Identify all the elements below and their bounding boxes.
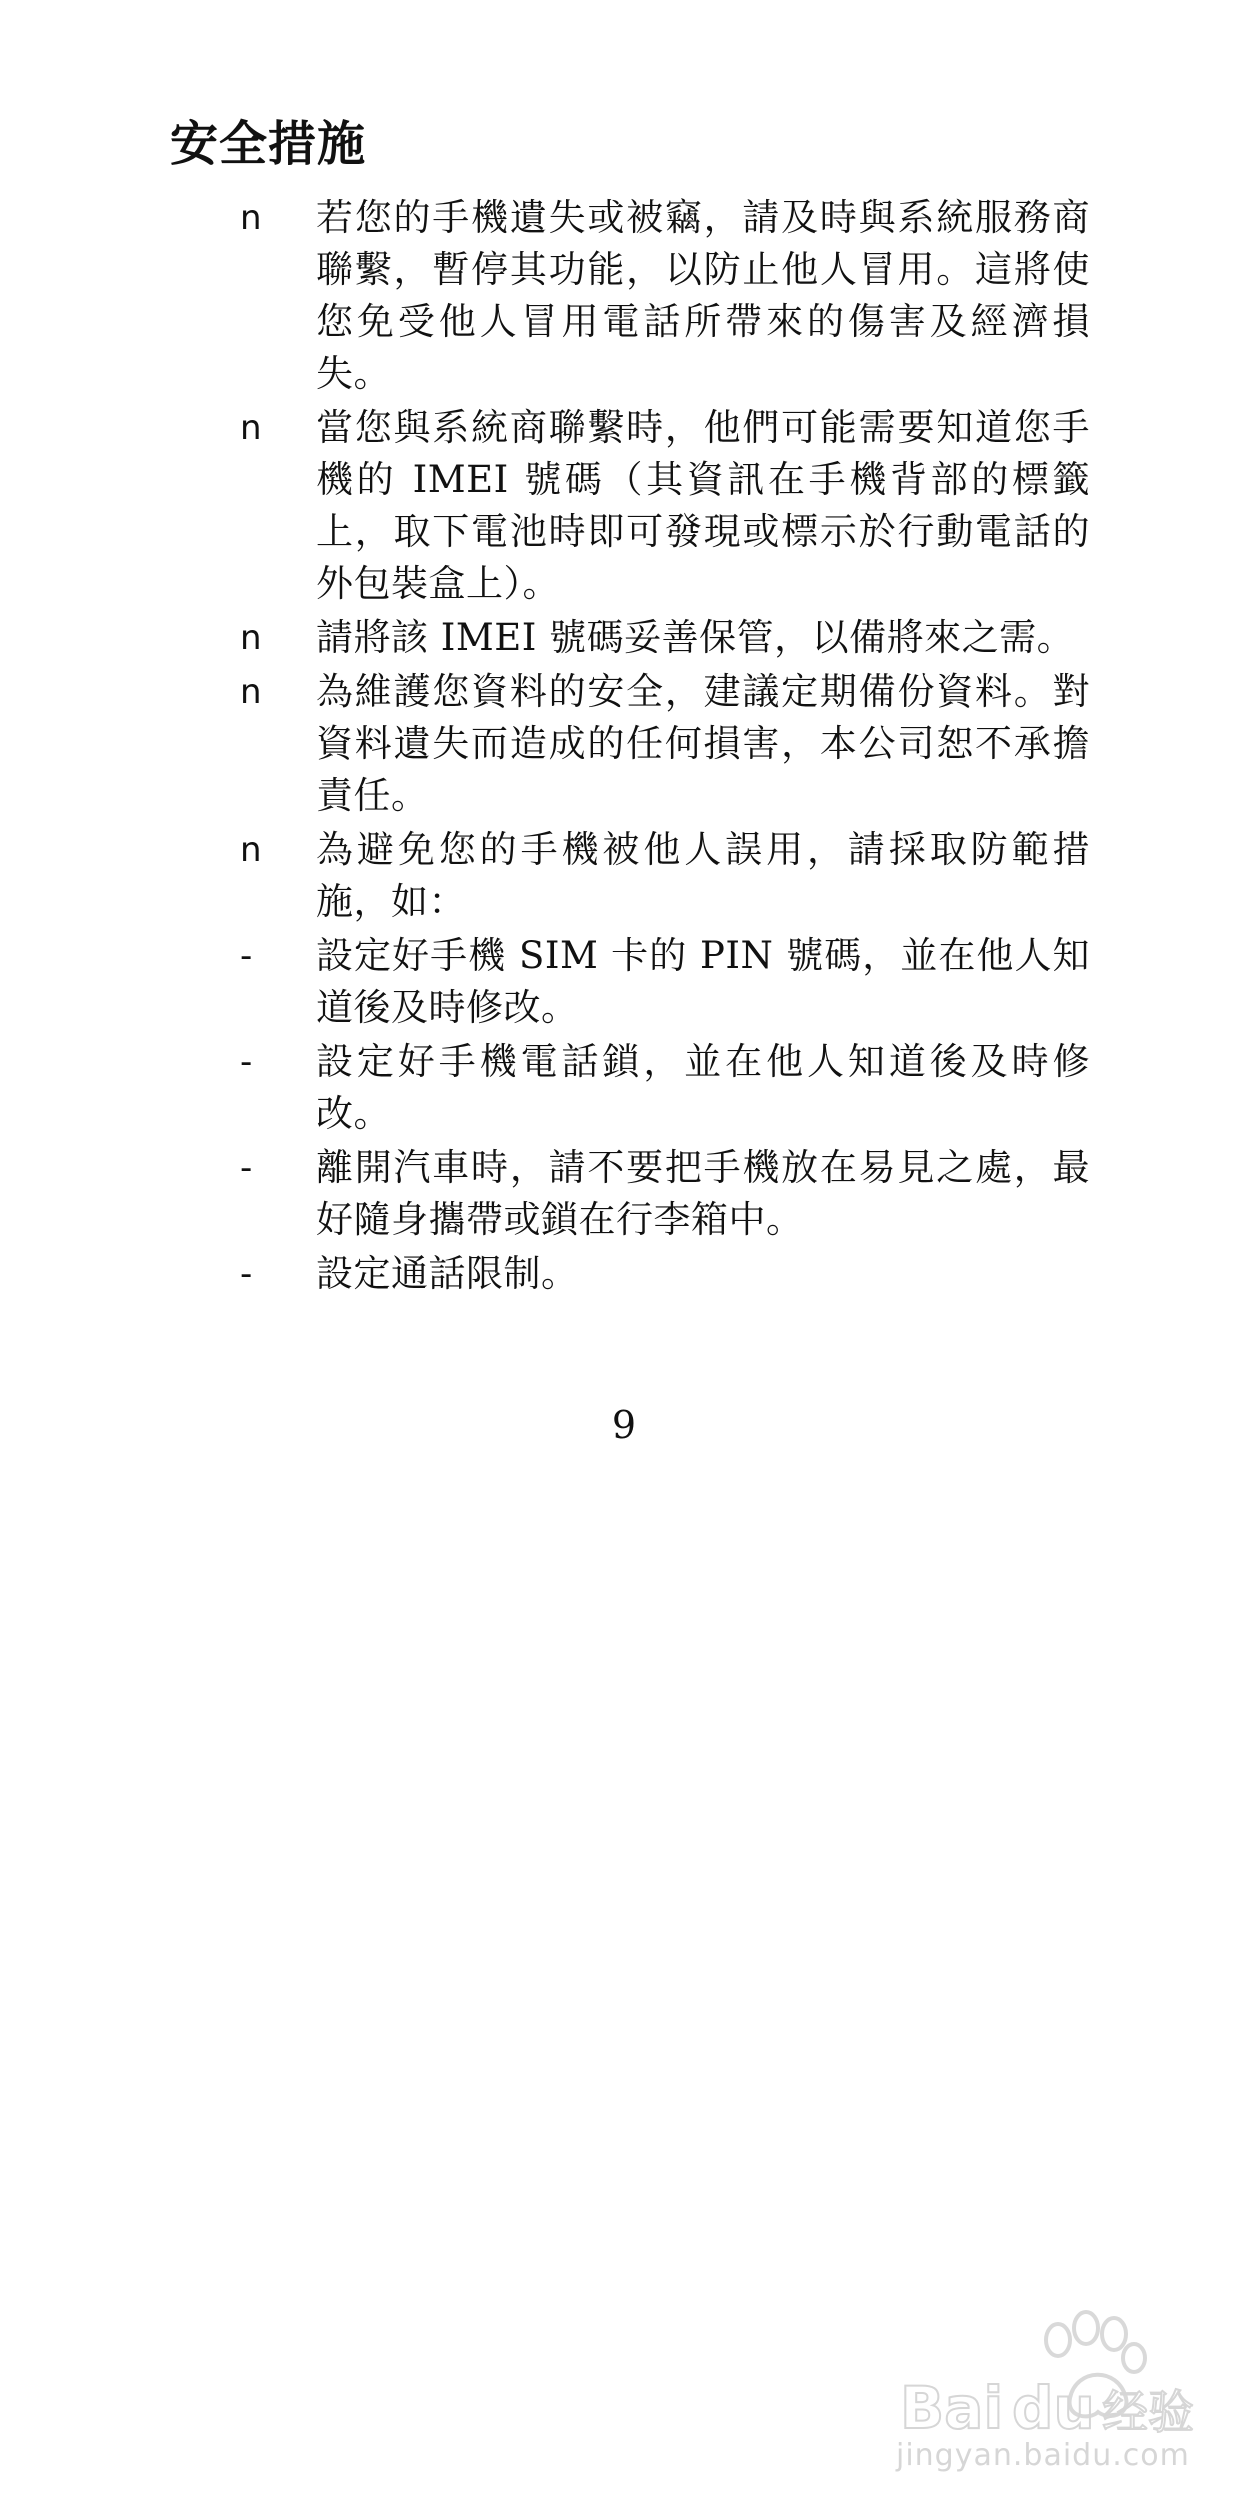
baidu-paw-logo-icon — [880, 2300, 1220, 2450]
list-item — [240, 612, 1090, 664]
list-item — [240, 192, 1090, 400]
sub-list-item — [240, 1142, 1090, 1246]
list-item-text: 請將該 IMEI 號碼妥善保管，以備將來之需。 — [316, 616, 1075, 659]
dash-marker: - — [240, 1254, 253, 1294]
baidu-jingyan-watermark — [880, 2300, 1220, 2480]
list-item-text: 為維護您資料的安全，建議定期備份資料。對資料遺失而造成的任何損害，本公司恕不承擔責任。 — [316, 670, 1090, 817]
list-item — [240, 666, 1090, 822]
list-item-text: 離開汽車時，請不要把手機放在易見之處，最好隨身攜帶或鎖在行李箱中。 — [316, 1146, 1090, 1241]
svg-text:du: du — [1012, 2374, 1095, 2442]
sub-list-item — [240, 1036, 1090, 1140]
page-number: 9 — [611, 1403, 637, 1447]
list-item-text: 為避免您的手機被他人誤用，請採取防範措施，如： — [316, 828, 1090, 923]
list-item — [240, 402, 1090, 610]
list-item-text: 設定通話限制。 — [316, 1252, 579, 1295]
list-item-text: 當您與系統商聯繫時，他們可能需要知道您手機的 IMEI 號碼（其資訊在手機背部的標籤上，取下電池時即可發現或標示於行動電話的外包裝盒上）。 — [316, 406, 1090, 605]
dash-marker: - — [240, 1148, 253, 1188]
list-item-text: 設定好手機電話鎖，並在他人知道後及時修改。 — [316, 1040, 1090, 1135]
dash-marker: - — [240, 936, 253, 976]
bullet-marker: n — [240, 618, 262, 658]
list-item-text: 若您的手機遺失或被竊，請及時與系統服務商聯繫，暫停其功能，以防止他人冒用。這將使您免受他人冒用電話所帶來的傷害及經濟損失。 — [316, 196, 1090, 395]
sub-list-item — [240, 1248, 1090, 1300]
dash-marker: - — [240, 1042, 253, 1082]
bullet-marker: n — [240, 198, 262, 238]
svg-text:Bai: Bai — [900, 2374, 1004, 2442]
svg-text:经验: 经验 — [1102, 2385, 1194, 2439]
section-title: 安全措施 — [170, 116, 367, 172]
watermark-url: jingyan.baidu.com — [896, 2438, 1190, 2473]
bullet-marker: n — [240, 830, 262, 870]
bullet-marker: n — [240, 672, 262, 712]
list-item — [240, 824, 1090, 928]
sub-list-item — [240, 930, 1090, 1034]
bullet-marker: n — [240, 408, 262, 448]
list-item-text: 設定好手機 SIM 卡的 PIN 號碼，並在他人知道後及時修改。 — [316, 934, 1090, 1029]
security-measures-list — [240, 192, 1090, 1302]
